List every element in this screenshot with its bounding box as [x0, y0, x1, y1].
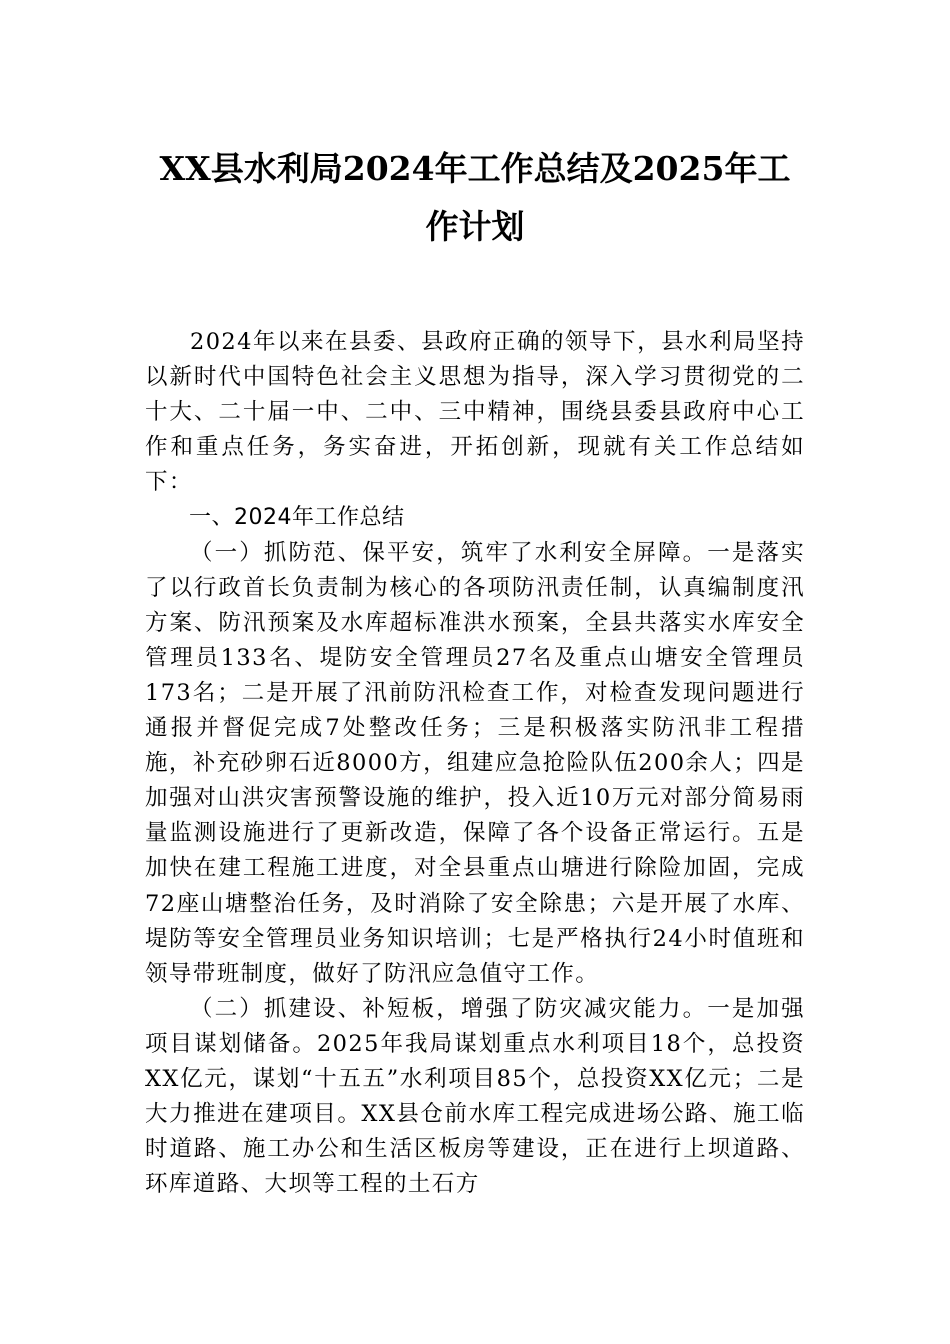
intro-paragraph: 2024年以来在县委、县政府正确的领导下，县水利局坚持以新时代中国特色社会主义思想为指导，深入学习贯彻党的二十大、二十届一中、二中、三中精神，围绕县委县政府中心工作和重点任务，务实奋进，开拓创新，现就有关工作总结如下：	[145, 329, 805, 496]
body-paragraph: （一）抓防范、保平安，筑牢了水利安全屏障。一是落实了以行政首长负责制为核心的各项防汛责任制，认真编制度汛方案、防汛预案及水库超标准洪水预案，全县共落实水库安全管理员133名、堤防安全管理员27名及重点山塘安全管理员173名；二是开展了汛前防汛检查工作，对检查发现问题进行通报并督促完成7处整改任务；三是积极落实防汛非工程措施，补充砂卵石近8000方，组建应急抢险队伍200余人；四是加强对山洪灾害预警设施的维护，投入近10万元对部分简易雨量监测设施进行了更新改造，保障了各个设备正常运行。五是加快在建工程施工进度，对全县重点山塘进行除险加固，完成72座山塘整治任务，及时消除了安全除患；六是开展了水库、堤防等安全管理员业务知识培训；七是严格执行24小时值班和领导带班制度，做好了防汛应急值守工作。	[145, 539, 805, 987]
document-title: XX县水利局2024年工作总结及2025年工作计划	[159, 149, 791, 246]
section-heading: 一、2024年工作总结	[189, 505, 405, 531]
body-paragraph: （二）抓建设、补短板，增强了防灾减灾能力。一是加强项目谋划储备。2025年我局谋划重点水利项目18个，总投资XX亿元，谋划“十五五”水利项目85个，总投资XX亿元；二是大力推进在建项目。XX县仓前水库工程完成进场公路、施工临时道路、施工办公和生活区板房等建设，正在进行上坝道路、环库道路、大坝等工程的土石方	[145, 995, 805, 1198]
document-body	[145, 325, 805, 1202]
